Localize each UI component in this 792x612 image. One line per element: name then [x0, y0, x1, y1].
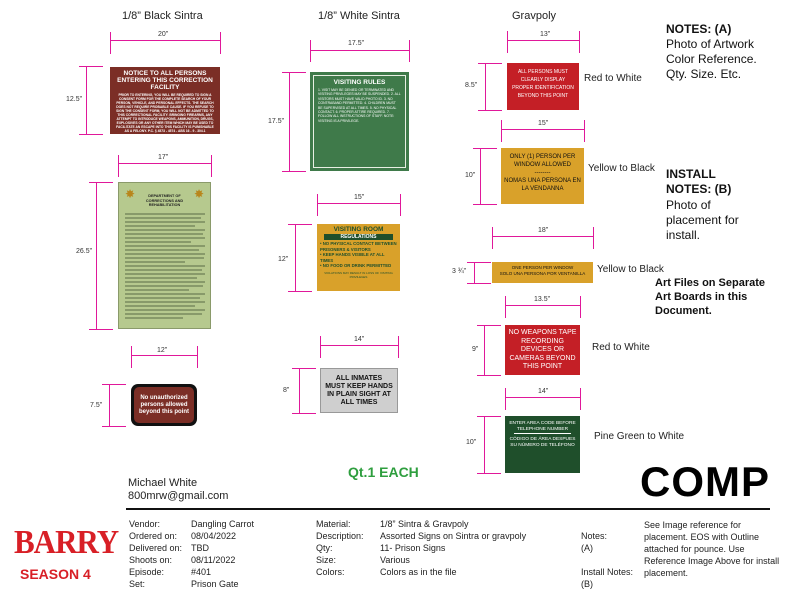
- notes-a-heading: NOTES: (A): [666, 22, 732, 36]
- contact-name: Michael White: [128, 477, 198, 489]
- dimension-label-height: 12.5”: [66, 96, 82, 103]
- footer-divider: [126, 508, 770, 510]
- dimension-line: [317, 203, 400, 204]
- dimension-label-width: 14”: [538, 388, 549, 395]
- meta-set: Set: Prison Gate: [129, 579, 239, 589]
- sign-line: CÓDIGO DE ÁREA DESPUES SU NÚMERO DE TELÉFONO: [509, 437, 576, 448]
- color-spec-label: Yellow to Black: [597, 264, 664, 275]
- dimension-tick: [102, 426, 126, 427]
- dimension-tick: [507, 31, 508, 53]
- color-spec-label: Red to White: [584, 73, 642, 84]
- sign-visiting-room: [317, 224, 400, 291]
- dimension-tick: [477, 473, 501, 474]
- dimension-tick: [288, 224, 312, 225]
- dimension-line: [310, 50, 409, 51]
- install-notes-heading: INSTALL NOTES: (B): [666, 167, 732, 196]
- season-label: SEASON 4: [20, 566, 91, 582]
- dimension-tick: [89, 329, 113, 330]
- dimension-tick: [211, 155, 212, 177]
- dimension-tick: [102, 384, 126, 385]
- dimension-tick: [477, 416, 501, 417]
- dimension-tick: [292, 368, 316, 369]
- sign-line: ENTER AREA CODE BEFORE: [509, 421, 576, 426]
- sign-notice-to-all-persons: [110, 67, 220, 134]
- dimension-label-height: 8.5”: [465, 82, 478, 89]
- dimension-line: [131, 355, 197, 356]
- sign-line: • NO FOOD OR DRINK PERMITTED: [320, 263, 392, 268]
- dimension-label-height: 12”: [278, 256, 289, 263]
- dimension-line: [118, 163, 211, 164]
- meta-qty: Qty: 11- Prison Signs: [316, 543, 446, 553]
- meta-notes-label: Notes:: [581, 531, 608, 541]
- sign-one-person-small: [492, 262, 593, 283]
- dimension-label-height: 8”: [283, 387, 290, 394]
- sign-body: PRIOR TO ENTERING, YOU WILL BE REQUIRED TO SIGN A CONSENT FORM FOR THE COMPLETE SEARCH OF YOUR PERSON, VEHICLE, AND PERSONAL EFFECTS. THE SEARCH DOES NOT REQUIRE PROBABLE CAUSE. IF YOU REFUSE TO SIGN THE CONSENT FORM, YOU WILL NOT BE ADMITTED TO THIS CORRECTIONAL FACILITY. BRINGING FIREARMS, ANY ATTEMPT TO INTRODUCE WEAPONS, AMMUNITION, DRUGS, EXPLOSIVES OR ANY OTHER ITEM WHICH MAY BE USED TO FACILITATE AN ESCAPE INTO THIS FACILITY IS PUNISHABLE AS A FELONY. P.C. § 4573 - 4574 - ABS 16 - 9 - 304.1: [116, 93, 214, 133]
- sign-department-of-corrections: [118, 182, 211, 329]
- dimension-line: [474, 262, 475, 283]
- sign-divider: --------: [534, 170, 551, 176]
- dimension-label-height: 17.5”: [268, 118, 284, 125]
- dimension-line: [480, 148, 481, 204]
- dimension-label-width: 13.5”: [534, 296, 550, 303]
- dimension-label-height: 26.5”: [76, 248, 92, 255]
- sign-title: NOTICE TO ALL PERSONS ENTERING THIS CORRECTION FACILITY: [117, 70, 213, 91]
- meta-ordered: Ordered on: 08/04/2022: [129, 531, 237, 541]
- dimension-tick: [398, 336, 399, 358]
- dimension-line: [289, 72, 290, 171]
- star-badge-icon: ✸: [125, 187, 136, 201]
- dimension-tick: [400, 194, 401, 216]
- barry-logo: BARRY: [14, 522, 119, 561]
- sign-title: VISITING RULES: [333, 79, 386, 86]
- sign-line: NOMAS UNA PERSONA EN LA VENDANNA: [504, 178, 581, 192]
- sign-title: VISITING ROOM: [333, 226, 384, 233]
- column-heading-white-sintra: 1/8” White Sintra: [318, 10, 400, 22]
- dimension-line: [109, 384, 110, 426]
- dimension-label-height: 7.5”: [90, 402, 103, 409]
- sign-subtitle: REGULATIONS: [324, 234, 393, 240]
- dimension-label-width: 12”: [157, 347, 168, 354]
- meta-material: Material: 1/8” Sintra & Gravpoly: [316, 519, 469, 529]
- dimension-label-width: 14”: [354, 336, 365, 343]
- dimension-tick: [580, 296, 581, 318]
- sign-footnote: VIOLATIONS MAY RESULT IN LOSS OF VISITING PRIVILEGES: [324, 270, 393, 279]
- meta-colors: Colors: Colors as in the file: [316, 567, 457, 577]
- sign-line: SOLO UNA PERSONA POR VENTANILLA: [499, 271, 586, 276]
- art-files-note: Art Files on Separate Art Boards in this Document.: [655, 277, 766, 317]
- meta-install-label: Install Notes:: [581, 567, 634, 577]
- sign-one-person-per-window: [501, 148, 584, 204]
- dimension-line: [299, 368, 300, 413]
- dimension-tick: [320, 336, 321, 358]
- dimension-tick: [477, 325, 501, 326]
- dimension-tick: [478, 63, 502, 64]
- dimension-tick: [467, 262, 491, 263]
- meta-shoots: Shoots on: 08/11/2022: [129, 555, 236, 565]
- dimension-tick: [478, 110, 502, 111]
- dimension-tick: [118, 155, 119, 177]
- dimension-label-width: 20”: [158, 31, 169, 38]
- dimension-label-height: 9”: [472, 346, 479, 353]
- dimension-line: [501, 129, 584, 130]
- dimension-tick: [593, 227, 594, 249]
- sign-line: • KEEP HANDS VISIBLE AT ALL TIMES: [320, 252, 385, 263]
- dimension-tick: [501, 120, 502, 142]
- dimension-label-width: 17”: [158, 154, 169, 161]
- meta-install-sub: (B): [581, 579, 593, 589]
- dimension-label-height: 10”: [465, 172, 476, 179]
- dimension-line: [484, 325, 485, 375]
- dimension-label-width: 18”: [538, 227, 549, 234]
- dimension-tick: [110, 32, 111, 54]
- color-spec-label: Pine Green to White: [594, 431, 685, 442]
- fine-print-text-block: [125, 212, 205, 324]
- meta-vendor: Vendor: Dangling Carrot: [129, 519, 255, 529]
- meta-notes-sub: (A): [581, 543, 593, 553]
- dimension-tick: [89, 182, 113, 183]
- sign-title: DEPARTMENT OF CORRECTIONS AND REHABILITATION: [145, 194, 184, 207]
- dimension-tick: [473, 148, 497, 149]
- sign-line: ONLY (1) PERSON PER WINDOW ALLOWED: [509, 154, 576, 168]
- dimension-line: [507, 40, 579, 41]
- meta-notes-value: See Image reference for placement. EOS with Outline attached for pounce. Use Reference Image Above for install placement.: [644, 520, 780, 578]
- dimension-tick: [288, 291, 312, 292]
- sign-line: ONE PERSON PER WINDOW: [511, 265, 574, 270]
- sign-all-persons-identification: ALL PERSONS MUST CLEARLY DISPLAY PROPER IDENTIFICATION BEYOND THIS POINT: [507, 63, 579, 110]
- dimension-label-width: 15”: [538, 120, 549, 127]
- meta-size: Size: Various: [316, 555, 410, 565]
- color-spec-label: Yellow to Black: [588, 163, 655, 174]
- star-badge-icon: ✸: [193, 187, 204, 201]
- notes-a-body: Photo of Artwork Color Reference. Qty. Size. Etc.: [666, 37, 757, 81]
- column-heading-gravpoly: Gravpoly: [512, 10, 557, 22]
- dimension-line: [485, 63, 486, 110]
- sign-line: TELEPHONE NUMBER: [514, 427, 571, 434]
- dimension-line: [320, 345, 398, 346]
- sign-no-unauthorized-persons: [131, 384, 197, 426]
- comp-title: COMP: [640, 458, 770, 505]
- install-notes-body: Photo of placement for install.: [666, 198, 739, 242]
- dimension-line: [484, 416, 485, 473]
- dimension-tick: [467, 283, 491, 284]
- dimension-tick: [473, 204, 497, 205]
- dimension-label-width: 13”: [540, 31, 551, 38]
- dimension-tick: [505, 296, 506, 318]
- dimension-line: [492, 236, 593, 237]
- dimension-tick: [492, 227, 493, 249]
- dimension-line: [86, 66, 87, 134]
- dimension-label-width: 17.5”: [348, 40, 364, 47]
- dimension-tick: [282, 72, 306, 73]
- dimension-tick: [79, 66, 103, 67]
- dimension-tick: [79, 134, 103, 135]
- meta-delivered: Delivered on: TBD: [129, 543, 209, 553]
- dimension-tick: [310, 40, 311, 62]
- dimension-tick: [317, 194, 318, 216]
- dimension-line: [96, 182, 97, 329]
- contact-email: 800mrw@gmail.com: [128, 490, 229, 502]
- dimension-tick: [477, 375, 501, 376]
- sign-line: • NO PHYSICAL CONTACT BETWEEN PRISONERS & VISITORS: [320, 241, 397, 252]
- dimension-tick: [409, 40, 410, 62]
- dimension-tick: [584, 120, 585, 142]
- sign-text: No unauthorized persons allowed beyond this point: [134, 387, 194, 423]
- meta-episode: Episode: #401: [129, 567, 212, 577]
- dimension-tick: [292, 413, 316, 414]
- dimension-tick: [505, 388, 506, 410]
- meta-description: Description: Assorted Signs on Sintra or gravpoly: [316, 531, 527, 541]
- dimension-tick: [579, 31, 580, 53]
- dimension-label-height: 10”: [466, 439, 477, 446]
- column-heading-black-sintra: 1/8” Black Sintra: [122, 10, 203, 22]
- dimension-tick: [197, 346, 198, 368]
- dimension-line: [110, 40, 220, 41]
- dimension-tick: [282, 171, 306, 172]
- sign-visiting-rules: [310, 72, 409, 171]
- sign-body: 1. VISIT MAY BE DENIED OR TERMINATED AND VISITING PRIVILEGES MAY BE SUSPENDED. 2. ALL VISITORS MUST HAVE VALID PHOTO ID. 3. NO CONTRABAND PERMITTED. 4. CHILDREN MUST BE SUPERVISED AT ALL TIMES. 5. NO PHYSICAL CONTACT. 6. PROPER ATTIRE REQUIRED. 7. FOLLOW ALL INSTRUCTIONS OF STAFF. NOTE: VISITING IS A PRIVILEGE.: [318, 88, 401, 123]
- color-spec-label: Red to White: [592, 342, 650, 353]
- dimension-label-width: 15”: [354, 194, 365, 201]
- dimension-tick: [220, 32, 221, 54]
- dimension-line: [505, 397, 580, 398]
- dimension-line: [505, 305, 580, 306]
- sign-no-weapons: NO WEAPONS TAPE RECORDING DEVICES OR CAMERAS BEYOND THIS POINT: [505, 325, 580, 375]
- sign-all-inmates: ALL INMATES MUST KEEP HANDS IN PLAIN SIGHT AT ALL TIMES: [320, 368, 398, 413]
- quantity-label: Qt.1 EACH: [348, 464, 419, 480]
- dimension-line: [295, 224, 296, 291]
- dimension-tick: [131, 346, 132, 368]
- dimension-label-height: 3 ¾”: [452, 268, 467, 275]
- sign-area-code: [505, 416, 580, 473]
- dimension-tick: [580, 388, 581, 410]
